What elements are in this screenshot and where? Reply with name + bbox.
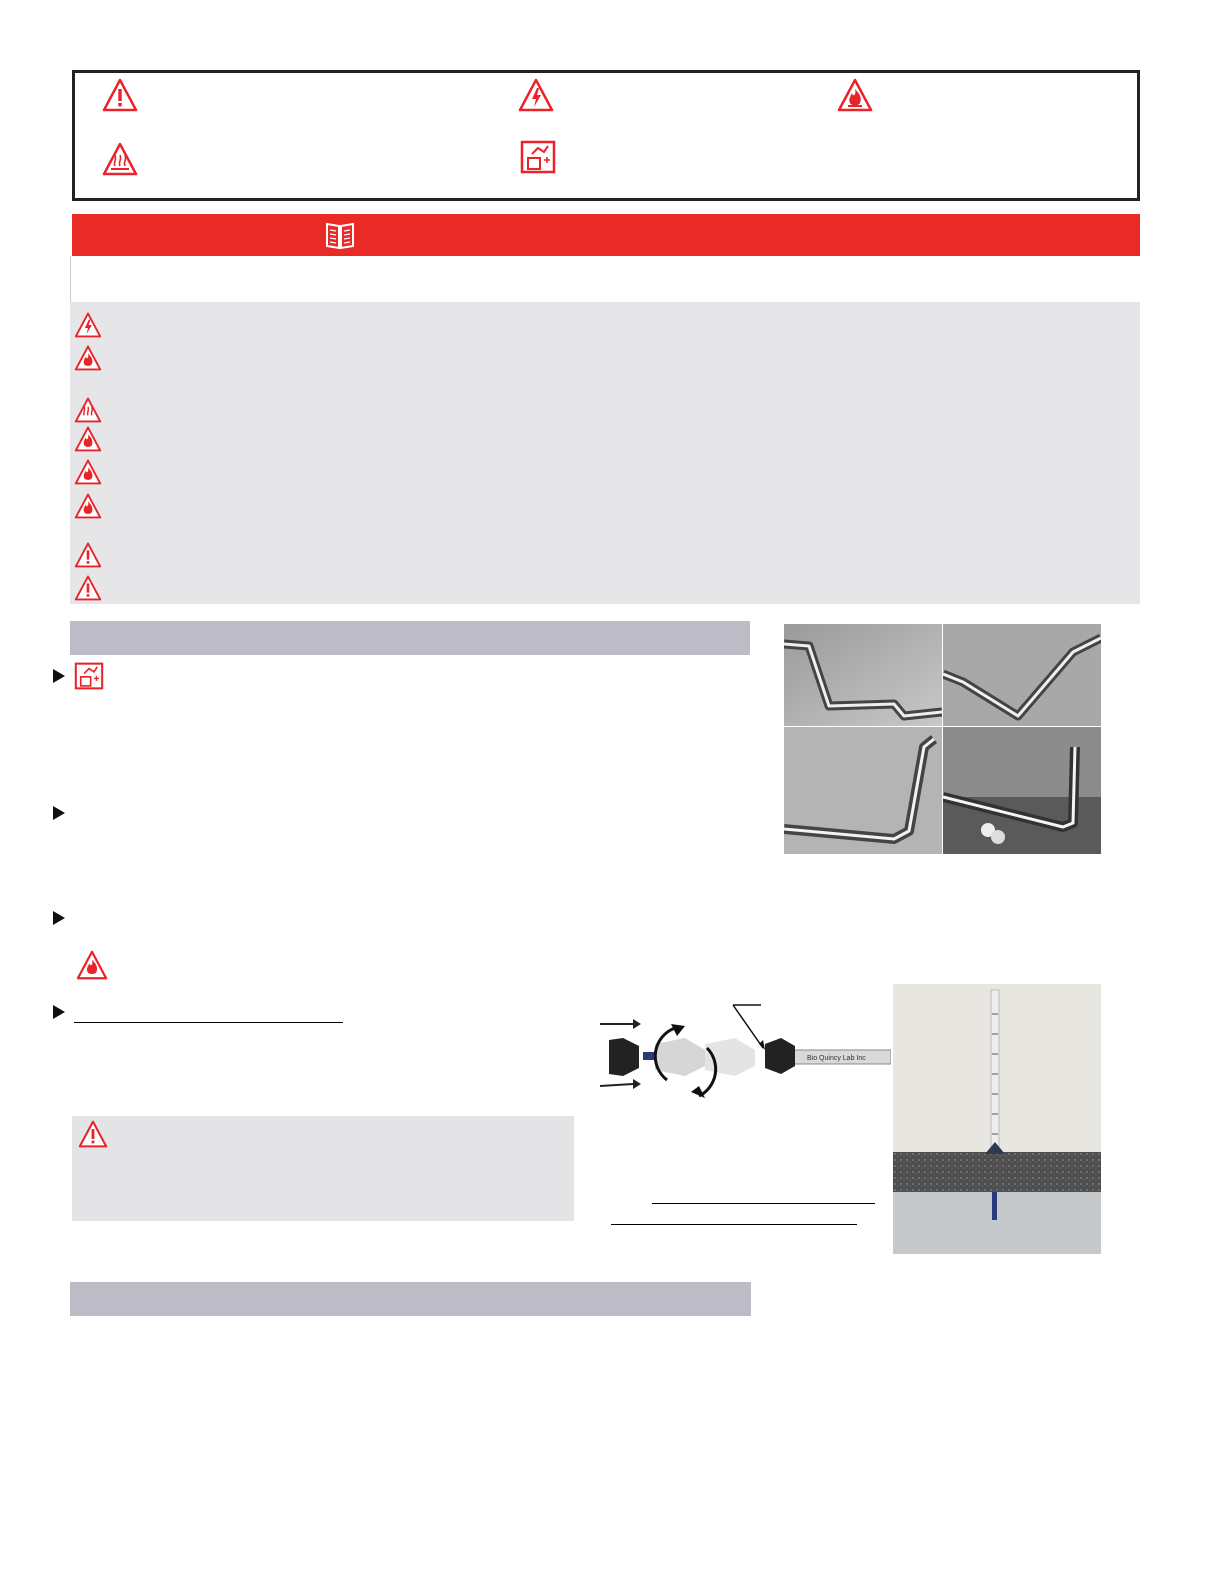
thermometer-insertion-diagram (595, 1000, 891, 1100)
warnings-panel (70, 302, 1140, 604)
manual-book-icon (325, 221, 355, 250)
fire-hazard-icon (76, 950, 108, 980)
bullet-arrow (53, 1005, 65, 1019)
thermometer-brand-label: Bio Quincy Lab Inc (807, 1055, 866, 1062)
electrical-hazard-icon (518, 78, 554, 112)
safety-banner (72, 214, 1140, 256)
general-warning-icon (78, 1120, 108, 1148)
electrical-hazard-icon (74, 312, 102, 338)
figure-caption-underline-2 (611, 1224, 857, 1225)
fire-hazard-icon (837, 78, 873, 112)
bullet-arrow (53, 806, 65, 820)
explosion-hazard-icon (74, 662, 104, 690)
figure-caption-underline-1 (652, 1203, 875, 1204)
fire-hazard-icon (74, 493, 102, 519)
general-warning-icon (74, 542, 102, 568)
thermometer-in-shelf-photo (893, 984, 1101, 1254)
explosion-hazard-icon (520, 140, 556, 174)
fire-hazard-icon (74, 345, 102, 371)
general-warning-icon (102, 78, 138, 112)
bullet-arrow (53, 669, 65, 683)
banner-text-strip (70, 256, 1140, 302)
hazard-legend-box (72, 70, 1140, 201)
section-header-bar (70, 621, 750, 655)
bent-tube-photo-2 (943, 624, 1101, 726)
caution-note-box (72, 1116, 574, 1221)
fire-hazard-icon (74, 426, 102, 452)
underlined-heading-rule (74, 1022, 343, 1023)
bent-tube-photo-4 (943, 727, 1101, 854)
bullet-arrow (53, 911, 65, 925)
bent-tube-photo-1 (784, 624, 942, 726)
bent-tube-photo-3 (784, 727, 942, 854)
hot-surface-icon (74, 397, 102, 423)
fire-hazard-icon (74, 459, 102, 485)
hot-surface-icon (102, 142, 138, 176)
general-warning-icon (74, 575, 102, 601)
section-header-bar (70, 1282, 751, 1316)
